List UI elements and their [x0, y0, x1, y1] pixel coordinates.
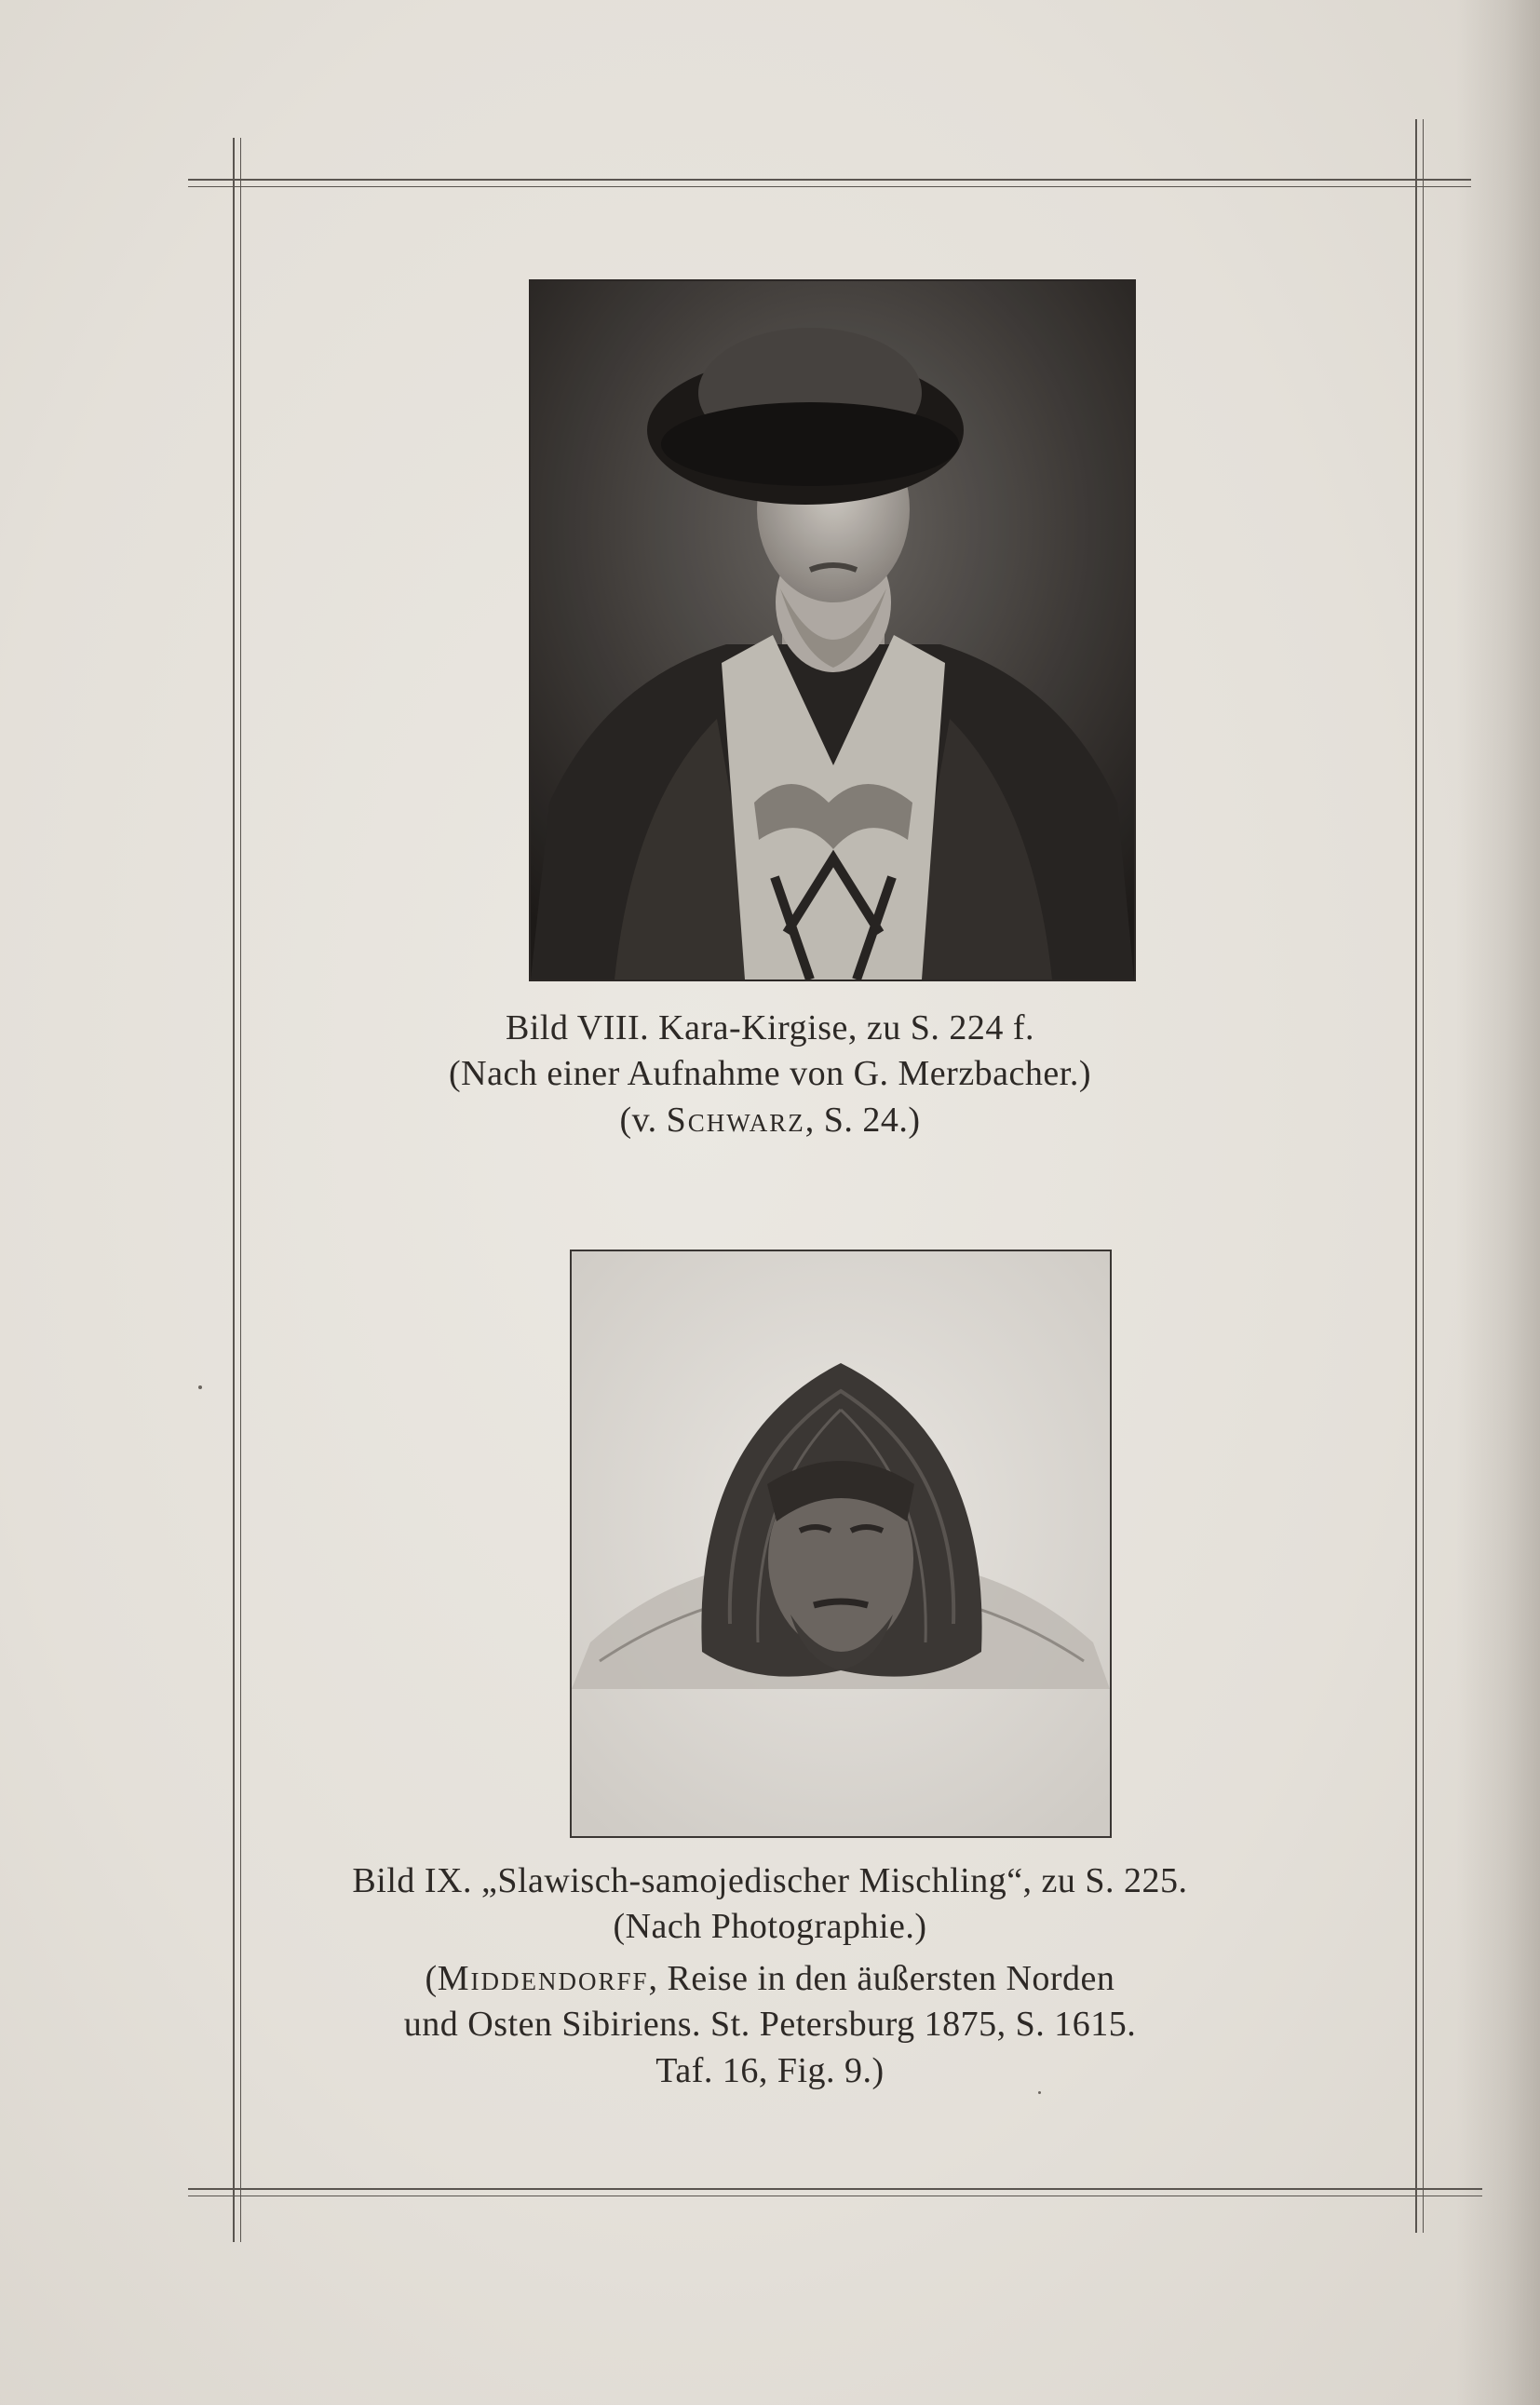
figure-9-ref-prefix: (	[425, 1958, 438, 1998]
figure-8-caption	[0, 1006, 1540, 1143]
figure-9-ref-author: Middendorff	[437, 1958, 649, 1998]
figure-9-caption-reference-plate: Taf. 16, Fig. 9.)	[655, 2050, 885, 2090]
figure-8-ref-prefix: (v.	[619, 1100, 667, 1140]
print-speck	[198, 1385, 202, 1389]
figure-8-caption-source: (Nach einer Aufnahme von G. Merzbacher.)	[449, 1054, 1091, 1094]
portrait-photo-kara-kirgise	[529, 279, 1136, 981]
top-rule-outer	[188, 179, 1471, 181]
bottom-rule-outer	[188, 2188, 1482, 2190]
figure-9-caption-title: Bild IX. „Slawisch-samojedischer Mischling“, zu S. 225.	[352, 1861, 1188, 1900]
figure-9-ref-title: , Reise in den äußersten Norden	[648, 1958, 1115, 1998]
figure-9-caption-reference	[0, 1956, 1540, 2002]
top-rule-inner	[188, 186, 1471, 187]
figure-9-caption-reference-cont: und Osten Sibiriens. St. Petersburg 1875, S. 1615.	[403, 2005, 1137, 2045]
figure-9-caption	[0, 1858, 1540, 2094]
figure-8-caption-title: Bild VIII. Kara-Kirgise, zu S. 224 f.	[506, 1008, 1034, 1047]
portrait-photo-mischling	[570, 1250, 1112, 1838]
figure-8-ref-page: , S. 24.)	[804, 1100, 921, 1140]
figure-9-caption-source: (Nach Photographie.)	[613, 1907, 927, 1947]
figure-8-ref-author: Schwarz	[666, 1100, 805, 1140]
print-speck	[1038, 2091, 1041, 2094]
figure-8-caption-reference	[0, 1098, 1540, 1143]
